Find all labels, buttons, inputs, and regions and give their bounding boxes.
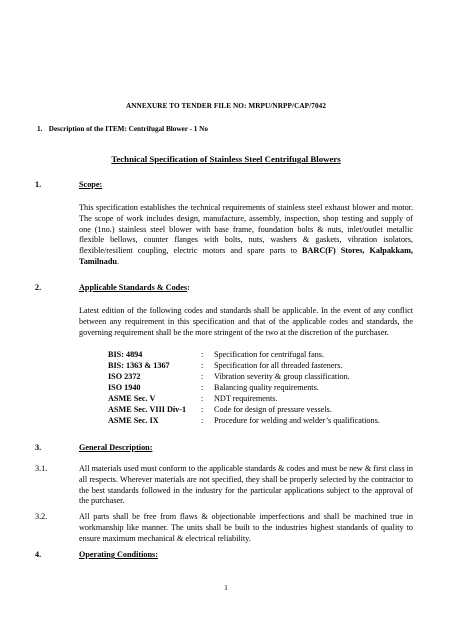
annexure-header: ANNEXURE TO TENDER FILE NO: MRPU/NRPP/CAP/7042 [125, 102, 327, 110]
scope-destination: BARC(F) Stores, Kalpakkam, Tamilnadu [79, 246, 413, 266]
document-title: Technical Specification of Stainless Steel Centrifugal Blowers [111, 154, 341, 164]
section-label: Operating Conditions: [79, 550, 158, 559]
standard-desc: Procedure for welding and welder’s qualifications. [214, 416, 380, 425]
section-number: 4. [35, 550, 42, 559]
standard-code: ASME Sec. IX [108, 416, 159, 425]
scope-paragraph: This specification establishes the technical requirements of stainless steel exhaust blower and motor. The scope of work includes design, manufacture, assembly, inspection, shop testing and supply of one (1no.) stainless steel blower with base frame, foundation bolts & nuts, inlet/outlet metallic flexible bellows, counter flanges with bolts, nuts, washers & gaskets, vibration isolators, flexible/resilient coupling, electric motors and spare parts to BARC(F) Stores, Kalpakkam, Tamilnadu. [79, 203, 413, 266]
item-text: Description of the ITEM: Centrifugal Blower - 1 No [48, 125, 208, 133]
standard-row: ASME Sec. V : NDT requirements. [108, 394, 278, 403]
section-general-heading [35, 443, 152, 454]
standard-code: BIS: 1363 & 1367 [108, 361, 170, 370]
standard-desc: Code for design of pressure vessels. [214, 405, 332, 414]
standard-desc: Vibration severity & group classification. [214, 372, 350, 381]
standard-code: ASME Sec. V [108, 394, 156, 403]
standard-row: ISO 1940 : Balancing quality requirements. [108, 383, 319, 392]
standards-intro: Latest edition of the following codes and standards shall be applicable. In the event of any conflict between any requirement in this specification and that of the applicable codes and standards, the governing requirement shall be the more stringent of the two at the discretion of the purchaser. [79, 306, 413, 337]
section-number: 1. [35, 180, 42, 189]
standard-code: ASME Sec. VIII Div-1 [108, 405, 187, 414]
standard-row: ASME Sec. VIII Div-1 : Code for design of pressure vessels. [108, 405, 332, 414]
standard-row: BIS: 4894 : Specification for centrifugal fans. [108, 350, 325, 359]
standard-row: ISO 2372 : Vibration severity & group classification. [108, 372, 350, 381]
standard-desc: Balancing quality requirements. [214, 383, 319, 392]
item-number: 1. [37, 125, 43, 133]
general-paragraph: All materials used must conform to the applicable standards & codes and must be new & first class in all respects. Wherever materials are not specified, they shall be properly selected by the contractor to the best standards followed in the industry for the particular applications subject to the approval of the purchaser. [79, 464, 413, 506]
standard-code: ISO 1940 [108, 383, 141, 392]
subsection-number: 3.1. [35, 464, 48, 473]
section-number: 2. [35, 283, 42, 292]
section-number: 3. [35, 443, 42, 452]
standard-row: BIS: 1363 & 1367 : Specification for all threaded fasteners. [108, 361, 343, 370]
section-scope-heading [35, 180, 102, 191]
standard-row: ASME Sec. IX : Procedure for welding and welder’s qualifications. [108, 416, 380, 425]
subsection-number: 3.2. [35, 512, 48, 521]
section-label: Applicable Standards & Codes [79, 283, 188, 292]
standard-desc: Specification for all threaded fasteners. [214, 361, 343, 370]
section-label: General Description: [79, 443, 153, 452]
item-description [37, 124, 208, 135]
general-paragraph: All parts shall be free from flaws & objectionable imperfections and shall be machined true in workmanship like manner. The units shall be built to the industries highest standards of quality to ensure maximum mechanical & electrical reliability. [79, 512, 413, 543]
standard-desc: NDT requirements. [214, 394, 278, 403]
section-label: Scope: [79, 180, 103, 189]
section-operating-heading [35, 550, 158, 561]
standard-code: ISO 2372 [108, 372, 141, 381]
standard-code: BIS: 4894 [108, 350, 143, 359]
page-number: 1 [224, 583, 228, 592]
section-standards-heading: 2. Applicable Standards & Codes: [35, 283, 190, 292]
standard-desc: Specification for centrifugal fans. [214, 350, 325, 359]
